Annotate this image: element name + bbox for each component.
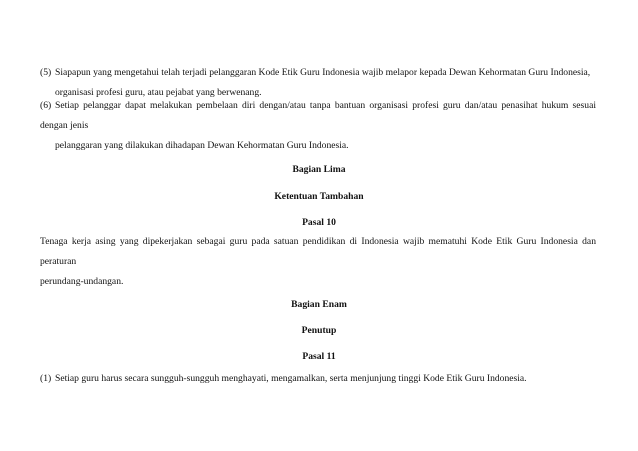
item-text-line1: Setiap pelanggar dapat melakukan pembelaan diri dengan/atau tanpa bantuan organisasi profesi guru dan/atau penasihat hukum sesuai dengan jenis bbox=[40, 100, 596, 131]
item-text-line2: organisasi profesi guru, atau pejabat yang berwenang. bbox=[55, 87, 262, 98]
paragraph-line2: perundang-undangan. bbox=[40, 276, 124, 287]
item-text: Setiap guru harus secara sungguh-sungguh menghayati, mengamalkan, serta menjunjung tinggi Kode Etik Guru Indonesia. bbox=[55, 373, 527, 384]
pasal-10-paragraph bbox=[40, 232, 596, 292]
item-text-line2: pelanggaran yang dilakukan dihadapan Dewan Kehormatan Guru Indonesia. bbox=[55, 140, 349, 151]
pasal-10-heading: Pasal 10 bbox=[302, 217, 336, 228]
paragraph-line1: Tenaga kerja asing yang dipekerjakan sebagai guru pada satuan pendidikan di Indonesia wajib mematuhi Kode Etik Guru Indonesia dan peraturan bbox=[40, 236, 596, 267]
pasal-11-heading: Pasal 11 bbox=[302, 351, 336, 362]
section-title-ketentuan-tambahan: Ketentuan Tambahan bbox=[274, 191, 364, 202]
item-number: (1) bbox=[40, 373, 52, 384]
section-heading-bagian-lima: Bagian Lima bbox=[292, 164, 346, 175]
list-item-6 bbox=[40, 96, 596, 156]
item-number: (5) bbox=[40, 67, 52, 78]
item-text-line1: Siapapun yang mengetahui telah terjadi pelanggaran Kode Etik Guru Indonesia wajib melapor kepada Dewan Kehormatan Guru Indonesia, bbox=[55, 67, 591, 78]
section-title-penutup: Penutup bbox=[301, 325, 337, 336]
item-number: (6) bbox=[40, 100, 52, 111]
section-heading-bagian-enam: Bagian Enam bbox=[291, 299, 347, 310]
pasal-11-item-1 bbox=[40, 369, 596, 389]
